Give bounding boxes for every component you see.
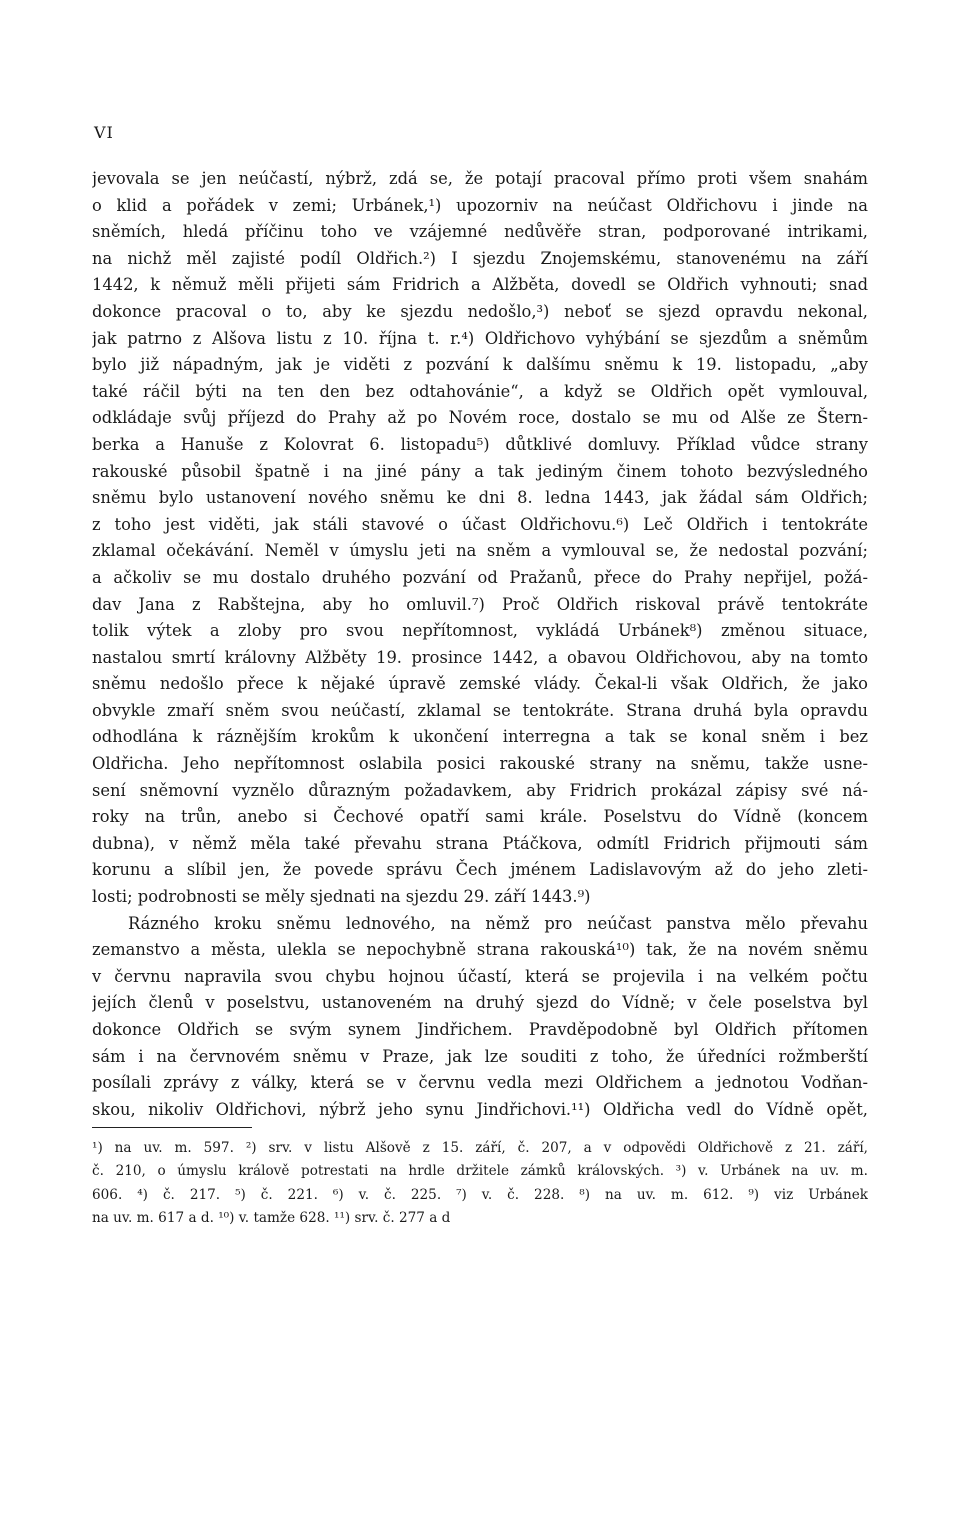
text-line: korunu a slíbil jen, že povede správu Čech jménem Ladislavovým až do jeho zleti- (92, 860, 868, 880)
paragraph-1 (92, 166, 868, 911)
footnote-line: ¹) na uv. m. 597. ²) srv. v listu Alšově z 15. září, č. 207, a v odpovědi Oldřichově z 21. září, (92, 1140, 868, 1156)
paragraph-2 (92, 911, 868, 1124)
footnote-line: č. 210, o úmyslu králově potrestati na hrdle držitele zámků královských. ³) v. Urbánek na uv. m. (92, 1163, 868, 1180)
footnote-line: 606. ⁴) č. 217. ⁵) č. 221. ⁶) v. č. 225. ⁷) v. č. 228. ⁸) na uv. m. 612. ⁹) viz Urbánek (92, 1186, 868, 1203)
footnote-divider (92, 1127, 252, 1128)
text-line: zklamal očekávání. Neměl v úmyslu jeti na sněm a vymlouval se, že nedostal pozvání; (92, 541, 868, 561)
text-line: roky na trůn, anebo si Čechové opatří sami krále. Poselstvu do Vídně (koncem (92, 807, 868, 827)
text-line: rakouské působil špatně i na jiné pány a tak jediným činem tohoto bezvýsledného (92, 461, 868, 481)
text-line: a ačkoliv se mu dostalo druhého pozvání od Pražanů, přece do Prahy nepřijel, požá- (92, 567, 868, 587)
text-line: 1442, k němuž měli přijeti sám Fridrich a Alžběta, dovedl se Oldřich vyhnouti; snad (92, 275, 868, 295)
text-line: sení sněmovní vyznělo důrazným požadavkem, aby Fridrich prokázal zápisy své ná- (92, 780, 868, 800)
text-line: zemanstvo a města, ulekla se nepochybně strana rakouská¹⁰) tak, že na novém sněmu (92, 940, 868, 960)
text-line: z toho jest viděti, jak stáli stavové o účast Oldřichovu.⁶) Leč Oldřich i tentokráte (92, 514, 868, 534)
text-line: dubna), v němž měla také převahu strana Ptáčkova, odmítl Fridrich přijmouti sám (92, 833, 868, 853)
text-line: také ráčil býti na ten den bez odtahovánie“, a když se Oldřich opět vymlouval, (92, 381, 868, 401)
text-line: berka a Hanuše z Kolovrat 6. listopadu⁵) důtklivé domluvy. Příklad vůdce strany (92, 434, 868, 454)
text-line: jevovala se jen neúčastí, nýbrž, zdá se, že potají pracoval přímo proti všem snahám (92, 169, 868, 188)
text-line: dokonce Oldřich se svým synem Jindřichem. Pravděpodobně byl Oldřich přítomen (92, 1020, 868, 1039)
text-line: posílali zprávy z války, která se v červnu vedla mezi Oldřichem a jednotou Vodňan- (92, 1073, 868, 1093)
text-line: losti; podrobnosti se měly sjednati na sjezdu 29. září 1443.⁹) (92, 887, 591, 907)
text-line: na nichž měl zajisté podíl Oldřich.²) I sjezdu Znojemskému, stanovenému na září (92, 248, 868, 268)
text-line: sám i na červnovém sněmu v Praze, jak lze souditi z toho, že úředníci rožmberští (92, 1046, 868, 1066)
text-line: tolik výtek a zloby pro svou nepřítomnost, vykládá Urbánek⁸) změnou situace, (92, 621, 868, 641)
text-line: jejích členů v poselstvu, ustanoveném na druhý sjezd do Vídně; v čele poselstva byl (92, 993, 868, 1013)
text-line: o klid a pořádek v zemi; Urbánek,¹) upozorniv na neúčast Oldřichovu i jinde na (92, 195, 868, 215)
text-line: Oldřicha. Jeho nepřítomnost oslabila posici rakouské strany na sněmu, takže usne- (92, 754, 868, 774)
text-line: dokonce pracoval o to, aby ke sjezdu nedošlo,³) neboť se sjezd opravdu nekonal, (92, 301, 868, 321)
footnotes (92, 1137, 868, 1230)
text-line: dav Jana z Rabštejna, aby ho omluvil.⁷) Proč Oldřich riskoval právě tentokráte (92, 594, 868, 614)
text-line: Rázného kroku sněmu lednového, na němž pro neúčast panstva mělo převahu (128, 913, 868, 933)
text-line: odkládaje svůj příjezd do Prahy až po Novém roce, dostalo se mu od Alše ze Štern- (92, 408, 868, 428)
text-line: nastalou smrtí královny Alžběty 19. prosince 1442, a obavou Oldřichovou, aby na tomto (92, 647, 868, 667)
text-line: odhodlána k ráznějším krokům k ukončení interregna a tak se konal sněm i bez (92, 727, 868, 747)
text-line: sněmích, hledá příčinu toho ve vzájemné nedůvěře stran, podporované intrikami, (92, 222, 868, 242)
text-line: sněmu bylo ustanovení nového sněmu ke dni 8. ledna 1443, jak žádal sám Oldřich; (92, 488, 868, 508)
page-number: VI (94, 123, 114, 142)
text-line: obvykle zmaří sněm svou neúčastí, zklamal se tentokráte. Strana druhá byla opravdu (92, 700, 868, 720)
main-text (92, 166, 868, 1123)
text-line: skou, nikoliv Oldřichovi, nýbrž jeho synu Jindřichovi.¹¹) Oldřicha vedl do Vídně opět, (92, 1099, 868, 1119)
footnote-line: na uv. m. 617 a d. ¹⁰) v. tamže 628. ¹¹) srv. č. 277 a d (92, 1209, 451, 1226)
text-line: v červnu napravila svou chybu hojnou účastí, která se projevila i na velkém počtu (92, 966, 868, 986)
text-line: sněmu nedošlo přece k nějaké úpravě zemské vlády. Čekal-li však Oldřich, že jako (92, 674, 868, 694)
text-line: jak patrno z Alšova listu z 10. října t. r.⁴) Oldřichovo vyhýbání se sjezdům a sněmům (92, 328, 868, 348)
text-line: bylo již nápadným, jak je viděti z pozvání k dalšímu sněmu k 19. listopadu, „aby (92, 355, 868, 375)
